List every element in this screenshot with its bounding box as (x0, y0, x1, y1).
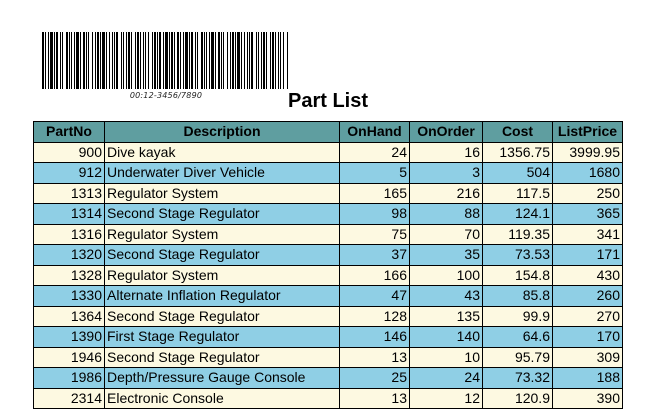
barcode-bar (266, 32, 267, 89)
cell-listprice: 309 (553, 347, 623, 368)
barcode-bar (131, 32, 132, 89)
cell-partno: 1330 (34, 286, 105, 307)
barcode-bar (185, 32, 188, 89)
table-row (34, 327, 623, 348)
barcode-bar (54, 32, 55, 89)
cell-description: Regulator System (105, 265, 340, 286)
cell-partno: 1946 (34, 347, 105, 368)
barcode-bar (157, 32, 158, 89)
cell-listprice: 390 (553, 388, 623, 409)
barcode-bar (165, 32, 168, 89)
header-onhand: OnHand (340, 122, 410, 143)
table-row (34, 224, 623, 245)
barcode-bar (86, 32, 87, 89)
parts-table (33, 121, 623, 409)
cell-description: Second Stage Regulator (105, 347, 340, 368)
cell-onhand: 37 (340, 245, 410, 266)
barcode-bar (204, 32, 205, 89)
cell-cost: 1356.75 (483, 142, 553, 163)
barcode-bar (50, 32, 53, 89)
barcode-bar (88, 32, 89, 89)
table-row (34, 368, 623, 389)
barcode-bar (112, 32, 113, 89)
barcode-bar (237, 32, 240, 89)
barcode-bar (80, 32, 81, 89)
cell-description: Second Stage Regulator (105, 306, 340, 327)
cell-cost: 95.79 (483, 347, 553, 368)
barcode-bar (159, 32, 161, 89)
cell-description: Second Stage Regulator (105, 204, 340, 225)
cell-partno: 1314 (34, 204, 105, 225)
barcode-bar (145, 32, 146, 89)
cell-description: Depth/Pressure Gauge Console (105, 368, 340, 389)
table-row (34, 306, 623, 327)
cell-listprice: 170 (553, 327, 623, 348)
barcode-bar (106, 32, 107, 89)
cell-cost: 504 (483, 163, 553, 184)
cell-onorder: 3 (410, 163, 483, 184)
barcode-bar (69, 32, 70, 89)
barcode-bar (247, 32, 248, 89)
cell-listprice: 3999.95 (553, 142, 623, 163)
cell-onhand: 75 (340, 224, 410, 245)
header-description: Description (105, 122, 340, 143)
cell-description: Regulator System (105, 224, 340, 245)
barcode-bar (201, 32, 203, 89)
cell-onorder: 24 (410, 368, 483, 389)
cell-onhand: 13 (340, 388, 410, 409)
barcode-bar (45, 32, 46, 89)
barcode-bar (114, 32, 115, 89)
barcode-bar (227, 32, 228, 89)
table-row (34, 347, 623, 368)
cell-onorder: 12 (410, 388, 483, 409)
barcode-bar (189, 32, 190, 89)
barcode-bar (263, 32, 265, 89)
cell-cost: 73.53 (483, 245, 553, 266)
barcode-bar (83, 32, 85, 89)
cell-listprice: 250 (553, 183, 623, 204)
cell-onorder: 135 (410, 306, 483, 327)
barcode-bar (143, 32, 144, 89)
table-row (34, 204, 623, 225)
barcode-bar (230, 32, 231, 89)
barcode-bar (169, 32, 170, 89)
barcode-bar (92, 32, 93, 89)
barcode-bar (249, 32, 250, 89)
barcode-bar (76, 32, 79, 89)
cell-onorder: 88 (410, 204, 483, 225)
barcode-bar (48, 32, 49, 89)
cell-onhand: 166 (340, 265, 410, 286)
cell-description: Electronic Console (105, 388, 340, 409)
barcode-bar (126, 32, 127, 89)
barcode-bar (287, 32, 288, 89)
cell-description: Underwater Diver Vehicle (105, 163, 340, 184)
barcode-bar (62, 32, 63, 89)
cell-onhand: 98 (340, 204, 410, 225)
cell-onorder: 16 (410, 142, 483, 163)
table-row (34, 142, 623, 163)
barcode-bar (180, 32, 181, 89)
barcode-bar (171, 32, 173, 89)
barcode-bar (183, 32, 184, 89)
barcode-bar (272, 32, 274, 89)
report-title: Part List (287, 90, 369, 112)
cell-cost: 73.32 (483, 368, 553, 389)
cell-onorder: 140 (410, 327, 483, 348)
cell-onhand: 13 (340, 347, 410, 368)
cell-description: Second Stage Regulator (105, 245, 340, 266)
barcode-bar (148, 32, 149, 89)
barcode-bar (261, 32, 262, 89)
cell-partno: 1364 (34, 306, 105, 327)
barcode-bar (163, 32, 164, 89)
cell-partno: 1986 (34, 368, 105, 389)
barcode-bar (221, 32, 222, 89)
barcode-bar (137, 32, 139, 89)
barcode-bar (244, 32, 245, 89)
barcode-caption: 00:12-3456/7890 (129, 91, 203, 100)
barcode-bar (56, 32, 58, 89)
barcode-bar (109, 32, 110, 89)
barcode-bar (256, 32, 257, 89)
barcode-bar (258, 32, 259, 89)
barcode-bar (128, 32, 130, 89)
cell-description: Dive kayak (105, 142, 340, 163)
barcode-bar (197, 32, 198, 89)
cell-partno: 1316 (34, 224, 105, 245)
cell-listprice: 260 (553, 286, 623, 307)
table-row (34, 163, 623, 184)
cell-listprice: 188 (553, 368, 623, 389)
barcode-bar (215, 32, 216, 89)
table-row (34, 183, 623, 204)
header-onorder: OnOrder (410, 122, 483, 143)
barcode-bar (235, 32, 236, 89)
barcode-bar (211, 32, 214, 89)
header-listprice: ListPrice (553, 122, 623, 143)
barcode-bar (206, 32, 207, 89)
barcode-bar (135, 32, 136, 89)
barcode-bar (100, 32, 101, 89)
header-partno: PartNo (34, 122, 105, 143)
cell-partno: 1328 (34, 265, 105, 286)
barcode-bar (195, 32, 196, 89)
barcode-bar (60, 32, 61, 89)
cell-onorder: 35 (410, 245, 483, 266)
barcode-bar (116, 32, 118, 89)
cell-cost: 124.1 (483, 204, 553, 225)
cell-onhand: 165 (340, 183, 410, 204)
barcode-bar (66, 32, 68, 89)
cell-partno: 1390 (34, 327, 105, 348)
barcode-bar (42, 32, 44, 89)
cell-description: First Stage Regulator (105, 327, 340, 348)
cell-listprice: 365 (553, 204, 623, 225)
cell-cost: 64.6 (483, 327, 553, 348)
cell-onhand: 25 (340, 368, 410, 389)
cell-cost: 117.5 (483, 183, 553, 204)
barcode-bar (280, 32, 281, 89)
cell-cost: 119.35 (483, 224, 553, 245)
barcode-bar (251, 32, 253, 89)
barcode-bar (241, 32, 242, 89)
table-row (34, 245, 623, 266)
barcode-bar (97, 32, 99, 89)
barcode-bar (152, 32, 153, 89)
barcode-bar (154, 32, 156, 89)
barcode-bar (275, 32, 276, 89)
barcode-bar (283, 32, 284, 89)
barcode-bar (177, 32, 179, 89)
barcode-bar (223, 32, 224, 89)
barcode-image (42, 32, 290, 89)
cell-onhand: 5 (340, 163, 410, 184)
barcode-bar (95, 32, 96, 89)
cell-listprice: 430 (553, 265, 623, 286)
cell-cost: 85.8 (483, 286, 553, 307)
barcode-bar (232, 32, 234, 89)
barcode-bar (121, 32, 122, 89)
barcode-bar (123, 32, 124, 89)
cell-partno: 912 (34, 163, 105, 184)
header-row (34, 122, 623, 143)
cell-onorder: 216 (410, 183, 483, 204)
barcode-bar (209, 32, 210, 89)
barcode-bar (174, 32, 175, 89)
cell-onhand: 24 (340, 142, 410, 163)
cell-description: Regulator System (105, 183, 340, 204)
cell-partno: 900 (34, 142, 105, 163)
cell-listprice: 1680 (553, 163, 623, 184)
barcode-bar (71, 32, 72, 89)
barcode-bar (140, 32, 141, 89)
cell-listprice: 341 (553, 224, 623, 245)
cell-cost: 99.9 (483, 306, 553, 327)
barcode-bar (102, 32, 105, 89)
barcode-bar (191, 32, 193, 89)
cell-cost: 154.8 (483, 265, 553, 286)
cell-description: Alternate Inflation Regulator (105, 286, 340, 307)
cell-onorder: 100 (410, 265, 483, 286)
cell-listprice: 270 (553, 306, 623, 327)
table-row (34, 265, 623, 286)
cell-onorder: 43 (410, 286, 483, 307)
cell-partno: 1320 (34, 245, 105, 266)
barcode-bar (270, 32, 271, 89)
barcode-bar (278, 32, 279, 89)
cell-onhand: 47 (340, 286, 410, 307)
cell-onorder: 70 (410, 224, 483, 245)
barcode-bar (218, 32, 220, 89)
cell-onhand: 146 (340, 327, 410, 348)
cell-onorder: 10 (410, 347, 483, 368)
cell-onhand: 128 (340, 306, 410, 327)
barcode-bar (74, 32, 75, 89)
header-cost: Cost (483, 122, 553, 143)
cell-partno: 2314 (34, 388, 105, 409)
table-row (34, 388, 623, 409)
cell-cost: 120.9 (483, 388, 553, 409)
table-row (34, 286, 623, 307)
cell-listprice: 171 (553, 245, 623, 266)
cell-partno: 1313 (34, 183, 105, 204)
